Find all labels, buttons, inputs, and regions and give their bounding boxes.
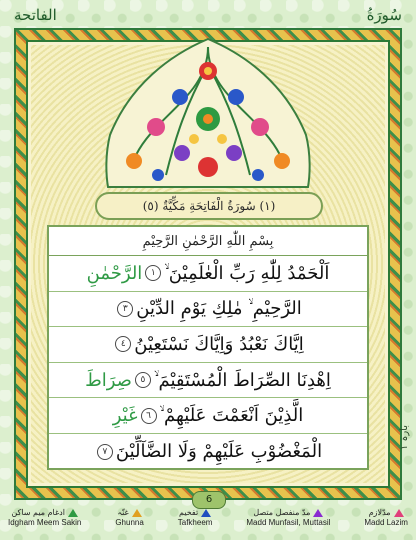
verse-number-marker: ٦ (141, 408, 157, 424)
triangle-marker-icon (394, 509, 404, 517)
triangle-marker-icon (132, 509, 142, 517)
legend-item (115, 508, 143, 538)
legend-item (246, 508, 330, 538)
verse-line (49, 292, 367, 328)
page-number: 6 (192, 491, 226, 509)
basmala: بِسْمِ اللّٰهِ الرَّحْمٰنِ الرَّحِيْمِ (49, 227, 367, 256)
legend-english-label: Idgham Meem Sakin (8, 518, 82, 527)
verse-tajweed-word: غَيْرِ (112, 405, 138, 427)
verse-line (49, 256, 367, 292)
legend-english-label: Ghunna (115, 518, 144, 527)
verse-number-marker: ٥ (135, 372, 151, 388)
legend-english-label: Madd Munfasil, Muttasil (246, 518, 331, 527)
legend-arabic-label: غنّہ (117, 508, 129, 517)
legend-item (178, 508, 213, 538)
surah-title-cartouche: (١) سُورَةُ الْفَاتِحَةِ مَكِّيَّةٌ (٥) (95, 192, 323, 220)
verse-text: الَّذِيْنَ اَنْعَمْتَ عَلَيْهِمْ ۙ (159, 405, 304, 427)
verse-text: الْمَغْضُوْبِ عَلَيْهِمْ وَلَا الضَّآلِّيْنَ (115, 441, 323, 463)
tajweed-legend (8, 508, 408, 538)
verse-number-marker: ١ (145, 265, 161, 281)
verse-text: الرَّحِيْمِ ۙ مٰلِكِ يَوْمِ الدِّيْنِ (136, 298, 302, 320)
legend-arabic-label: مدّلازم (368, 508, 391, 517)
legend-arabic-label: تفخیم (179, 508, 199, 517)
legend-english-label: Madd Lazim (364, 518, 408, 527)
verse-text: اِيَّاكَ نَعْبُدُ وَاِيَّاكَ نَسْتَعِيْنُ (134, 333, 304, 355)
legend-english-label: Tafkheem (177, 518, 213, 527)
verse-text: اِهْدِنَا الصِّرَاطَ الْمُسْتَقِيْمَ ۙ (153, 369, 331, 391)
verse-line (49, 327, 367, 363)
verse-line (49, 434, 367, 470)
quran-text-panel (47, 225, 369, 470)
verse-tajweed-word: صِرَاطَ (85, 369, 132, 391)
triangle-marker-icon (68, 509, 78, 517)
triangle-marker-icon (201, 509, 211, 517)
verse-line (49, 363, 367, 399)
verse-tajweed-word: الرَّحْمٰنِ (86, 262, 143, 284)
side-juz-label: بارہ ١ (399, 425, 410, 451)
legend-arabic-label: مدّ منفصل متصل (253, 508, 311, 517)
verse-text: اَلْحَمْدُ لِلّٰهِ رَبِّ الْعٰلَمِيْنَ ۙ (164, 262, 330, 284)
verse-number-marker: ٣ (117, 301, 133, 317)
triangle-marker-icon (313, 509, 323, 517)
header-surah-name: الفاتحة (14, 6, 57, 24)
verse-number-marker: ٤ (115, 336, 131, 352)
header-surah-label: سُورَةُ (366, 6, 402, 24)
verse-number-marker: ٧ (97, 444, 113, 460)
legend-item (8, 508, 81, 538)
verse-line (49, 398, 367, 434)
legend-item (364, 508, 408, 538)
floral-canopy-illustration (96, 35, 320, 190)
legend-arabic-label: ادغام میم ساکن (11, 508, 65, 517)
